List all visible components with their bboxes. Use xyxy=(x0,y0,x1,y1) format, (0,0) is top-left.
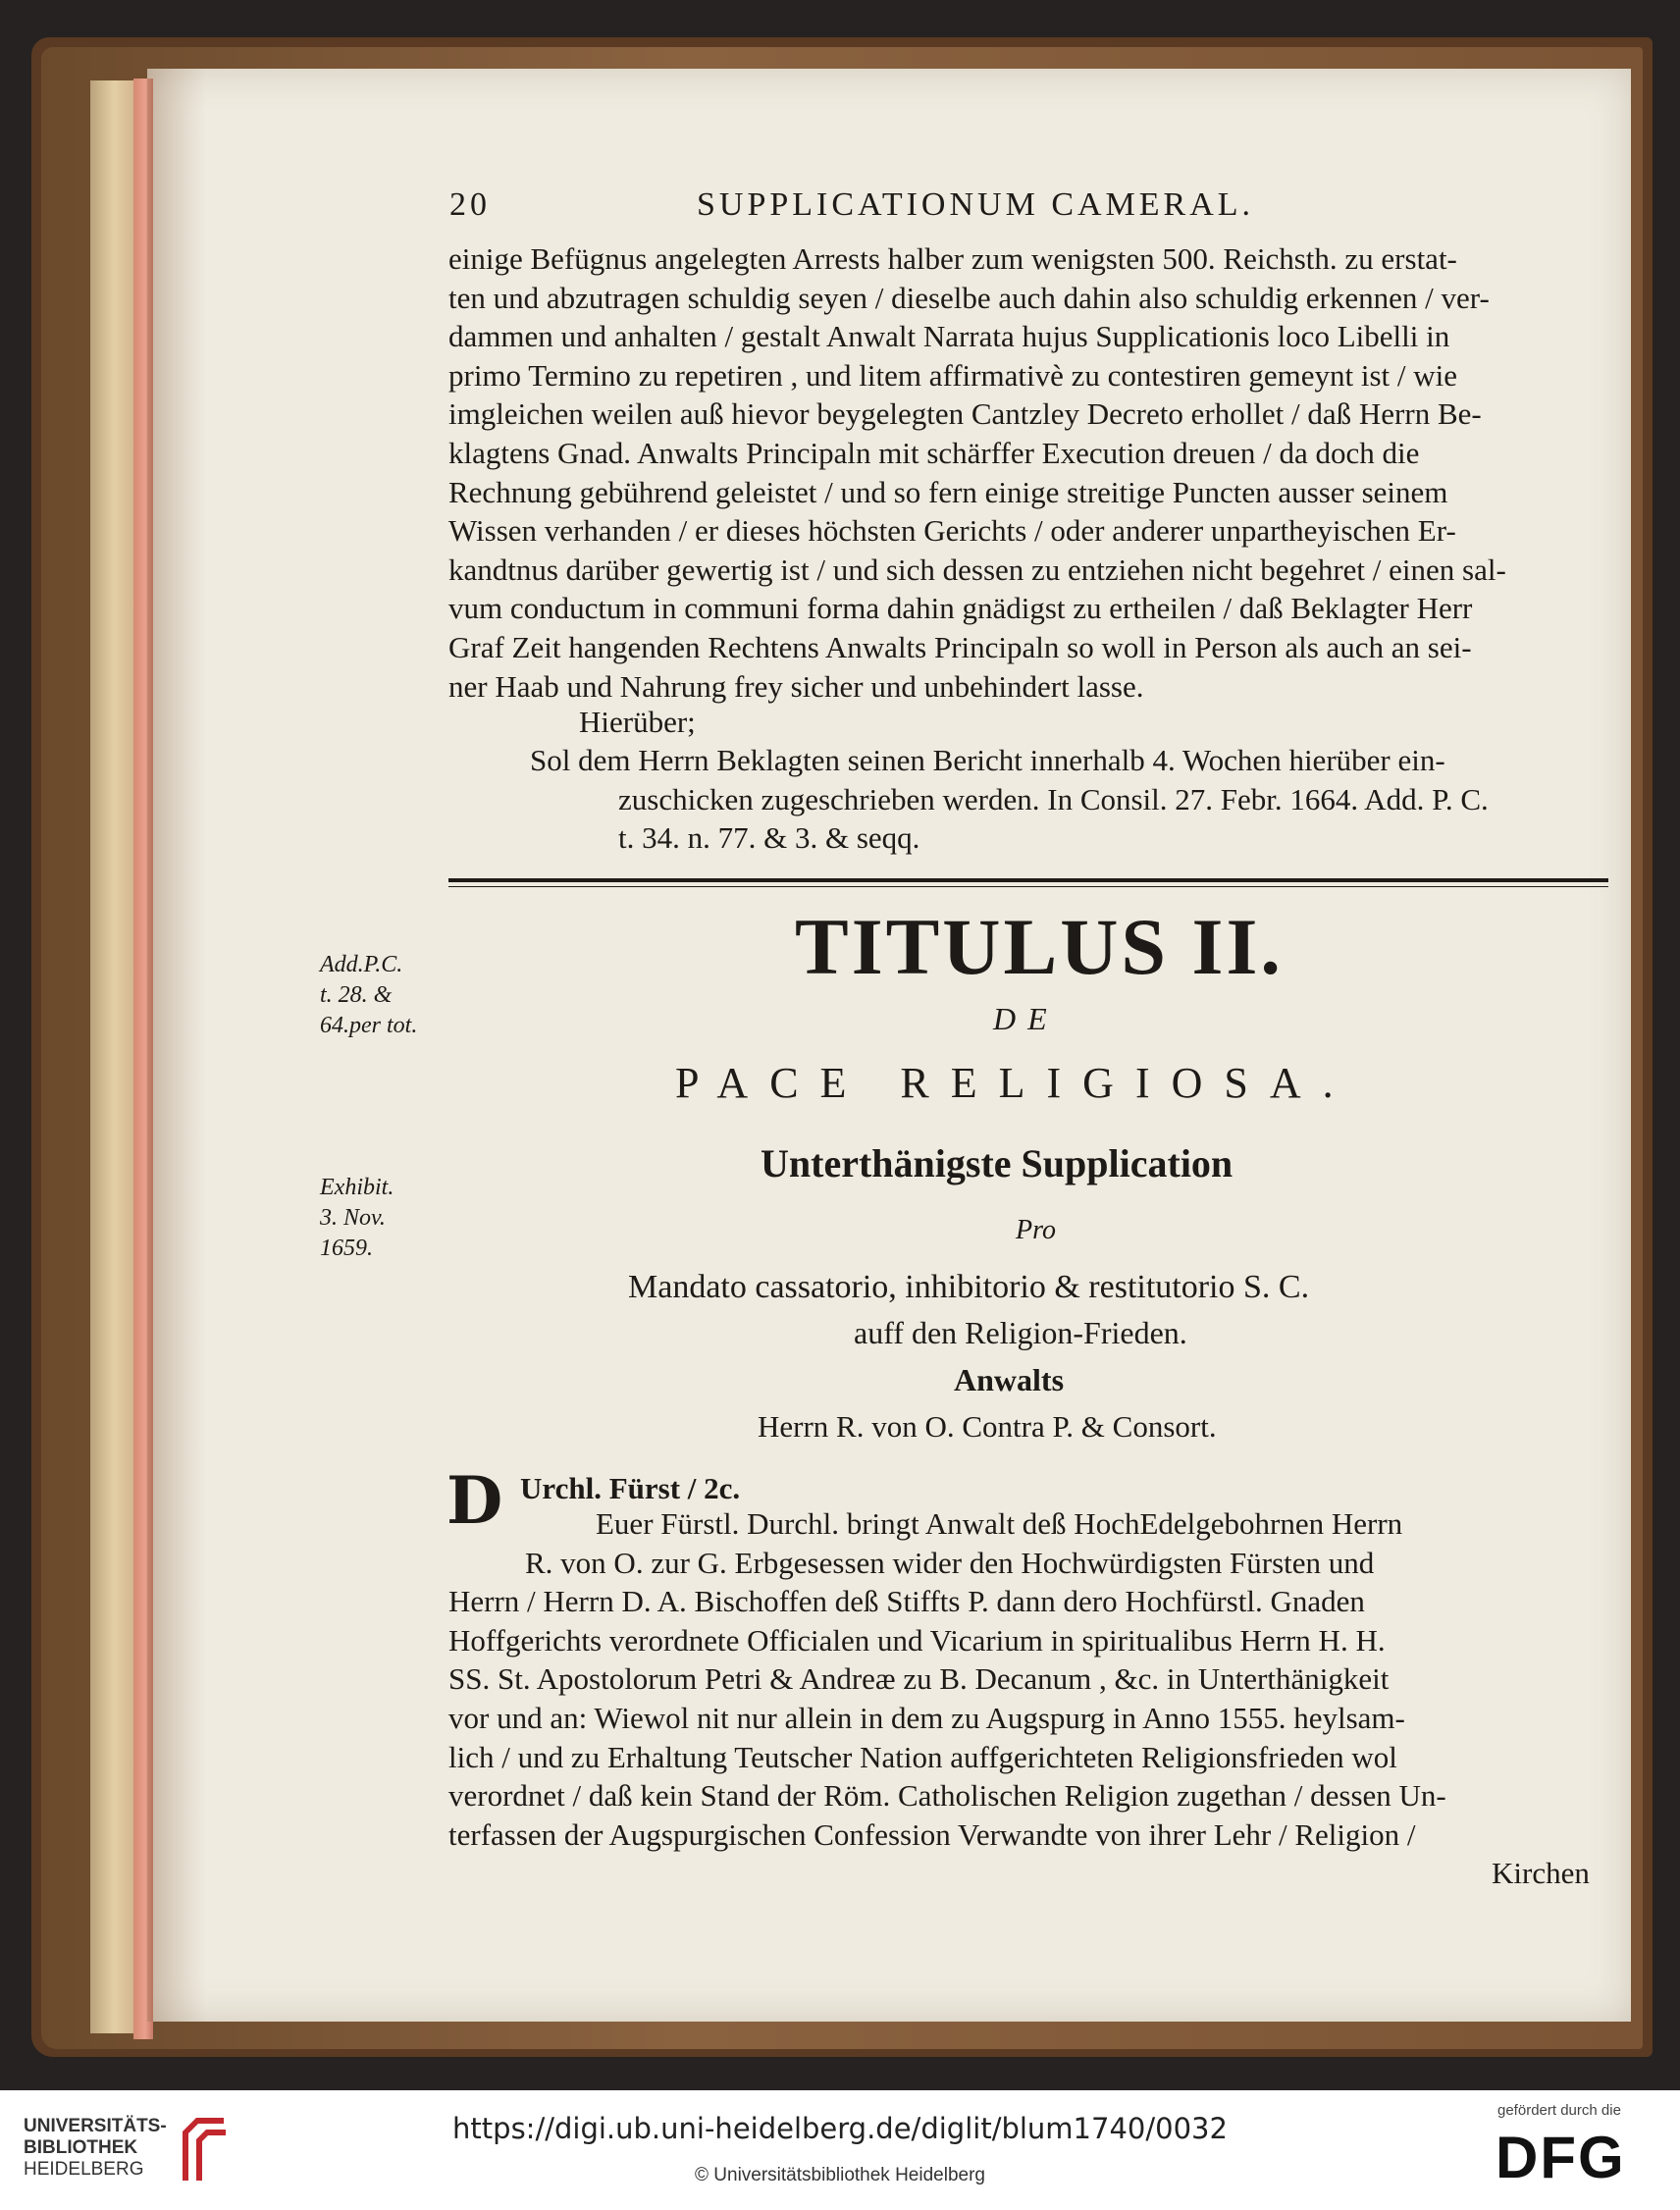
text-line: Sol dem Herrn Beklagten seinen Bericht innerhalb 4. Wochen hierüber ein- xyxy=(530,743,1445,777)
gutter-shadow xyxy=(147,69,206,2022)
top-paragraph xyxy=(448,239,1506,706)
text-line: ner Haab und Nahrung frey sicher und unbehindert lasse. xyxy=(448,668,1144,704)
text-line: imgleichen weilen auß hievor beygelegten Cantzley Decreto erhollet / daß Herrn Be- xyxy=(448,396,1482,432)
section-title: TITULUS II. xyxy=(795,902,1284,991)
text-line: SS. St. Apostolorum Petri & Andreæ zu B. Decanum , &c. in Unterthänigkeit xyxy=(448,1661,1390,1697)
copyright-notice: © Universitätsbibliothek Heidelberg xyxy=(695,2165,985,2185)
margin-note-line: 3. Nov. xyxy=(320,1205,386,1231)
library-name-line: UNIVERSITÄTS- xyxy=(24,2116,167,2136)
text-line: klagtens Gnad. Anwalts Principaln mit schärffer Execution dreuen / da doch die xyxy=(448,435,1420,470)
funding-note: gefördert durch die xyxy=(1497,2102,1621,2119)
text-line: primo Termino zu repetiren , und litem affirmativè zu contestiren gemeynt ist / wie xyxy=(448,357,1457,393)
drop-cap: D xyxy=(446,1462,503,1539)
text-line: vor und an: Wiewol nit nur allein in dem zu Augspurg in Anno 1555. heylsam- xyxy=(448,1700,1405,1735)
text-line: einige Befügnus angelegten Arrests halber zum wenigsten 500. Reichsth. zu erstat- xyxy=(448,241,1457,276)
religion-frieden-line: auff den Religion-Frieden. xyxy=(854,1315,1187,1350)
salutation: Urchl. Fürst / 2c. xyxy=(520,1471,741,1505)
margin-note-line: Exhibit. xyxy=(320,1175,394,1200)
dfg-logo: DFG xyxy=(1496,2125,1626,2190)
text-line: Rechnung gebührend geleistet / und so fern einige streitige Puncten ausser seinem xyxy=(448,474,1448,509)
text-line: verordnet / daß kein Stand der Röm. Catholischen Religion zugethan / dessen Un- xyxy=(448,1778,1446,1814)
decree-paragraph xyxy=(530,741,1489,858)
hierueber-label: Hierüber; xyxy=(579,705,696,739)
library-name-line: BIBLIOTHEK xyxy=(24,2137,138,2158)
section-subtitle: PACE RELIGIOSA. xyxy=(675,1059,1355,1107)
text-line: kandtnus darüber gewertig ist / und sich dessen zu entziehen nicht begehret / einen sal- xyxy=(448,552,1506,587)
text-line: t. 34. n. 77. & 3. & seqq. xyxy=(618,820,920,856)
library-name-line: HEIDELBERG xyxy=(24,2159,144,2180)
text-line: vum conductum in communi forma dahin gnädigst zu ertheilen / daß Beklagter Herr xyxy=(448,591,1473,626)
text-line: Herrn / Herrn D. A. Bischoffen deß Stiffts P. dann dero Hochfürstl. Gnaden xyxy=(448,1584,1365,1619)
margin-note-line: 64.per tot. xyxy=(320,1013,418,1038)
text-line: Wissen verhanden / er dieses höchsten Gerichts / oder anderer unpartheyischen Er- xyxy=(448,513,1456,549)
mandato-line: Mandato cassatorio, inhibitorio & restitutorio S. C. xyxy=(628,1269,1310,1305)
section-rule-thick xyxy=(448,878,1608,882)
running-head: SUPPLICATIONUM CAMERAL. xyxy=(697,186,1255,223)
main-paragraph xyxy=(448,1504,1446,1854)
margin-note-reference xyxy=(320,950,417,1041)
text-line: zuschicken zugeschrieben werden. In Consil. 27. Febr. 1664. Add. P. C. xyxy=(618,781,1489,816)
pro-label: Pro xyxy=(1016,1215,1056,1245)
margin-note-line: Add.P.C. xyxy=(320,952,403,977)
margin-note-line: t. 28. & xyxy=(320,982,393,1008)
text-line: Hoffgerichts verordnete Officialen und Vicarium in spiritualibus Herrn H. H. xyxy=(448,1622,1386,1658)
text-line: ten und abzutragen schuldig seyen / dieselbe auch dahin also schuldig erkennen / ver- xyxy=(448,280,1490,315)
text-line: Euer Fürstl. Durchl. bringt Anwalt deß HochEdelgebohrnen Herrn xyxy=(596,1506,1403,1541)
page-number: 20 xyxy=(449,186,491,223)
margin-note-exhibit xyxy=(320,1173,394,1264)
text-line: R. von O. zur G. Erbgesessen wider den Hochwürdigsten Fürsten und xyxy=(525,1545,1375,1580)
viewer-footer xyxy=(0,2090,1680,2210)
anwalts-label: Anwalts xyxy=(954,1362,1065,1397)
margin-note-line: 1659. xyxy=(320,1236,373,1261)
section-rule-thin xyxy=(448,886,1608,887)
text-line: dammen und anhalten / gestalt Anwalt Narrata hujus Supplicationis loco Libelli in xyxy=(448,319,1450,354)
supplication-heading: Unterthänigste Supplication xyxy=(761,1141,1234,1185)
permalink-url[interactable]: https://digi.ub.uni-heidelberg.de/diglit/blum1740/0032 xyxy=(452,2112,1228,2145)
parties-line: Herrn R. von O. Contra P. & Consort. xyxy=(758,1409,1217,1444)
catchword: Kirchen xyxy=(1492,1856,1590,1890)
text-line: Graf Zeit hangenden Rechtens Anwalts Principaln so woll in Person als auch an sei- xyxy=(448,629,1472,664)
text-line: lich / und zu Erhaltung Teutscher Nation auffgerichteten Religionsfrieden wol xyxy=(448,1739,1397,1774)
section-de: DE xyxy=(993,1001,1059,1036)
text-line: terfassen der Augspurgischen Confession Verwandte von ihrer Lehr / Religion / xyxy=(448,1816,1416,1852)
